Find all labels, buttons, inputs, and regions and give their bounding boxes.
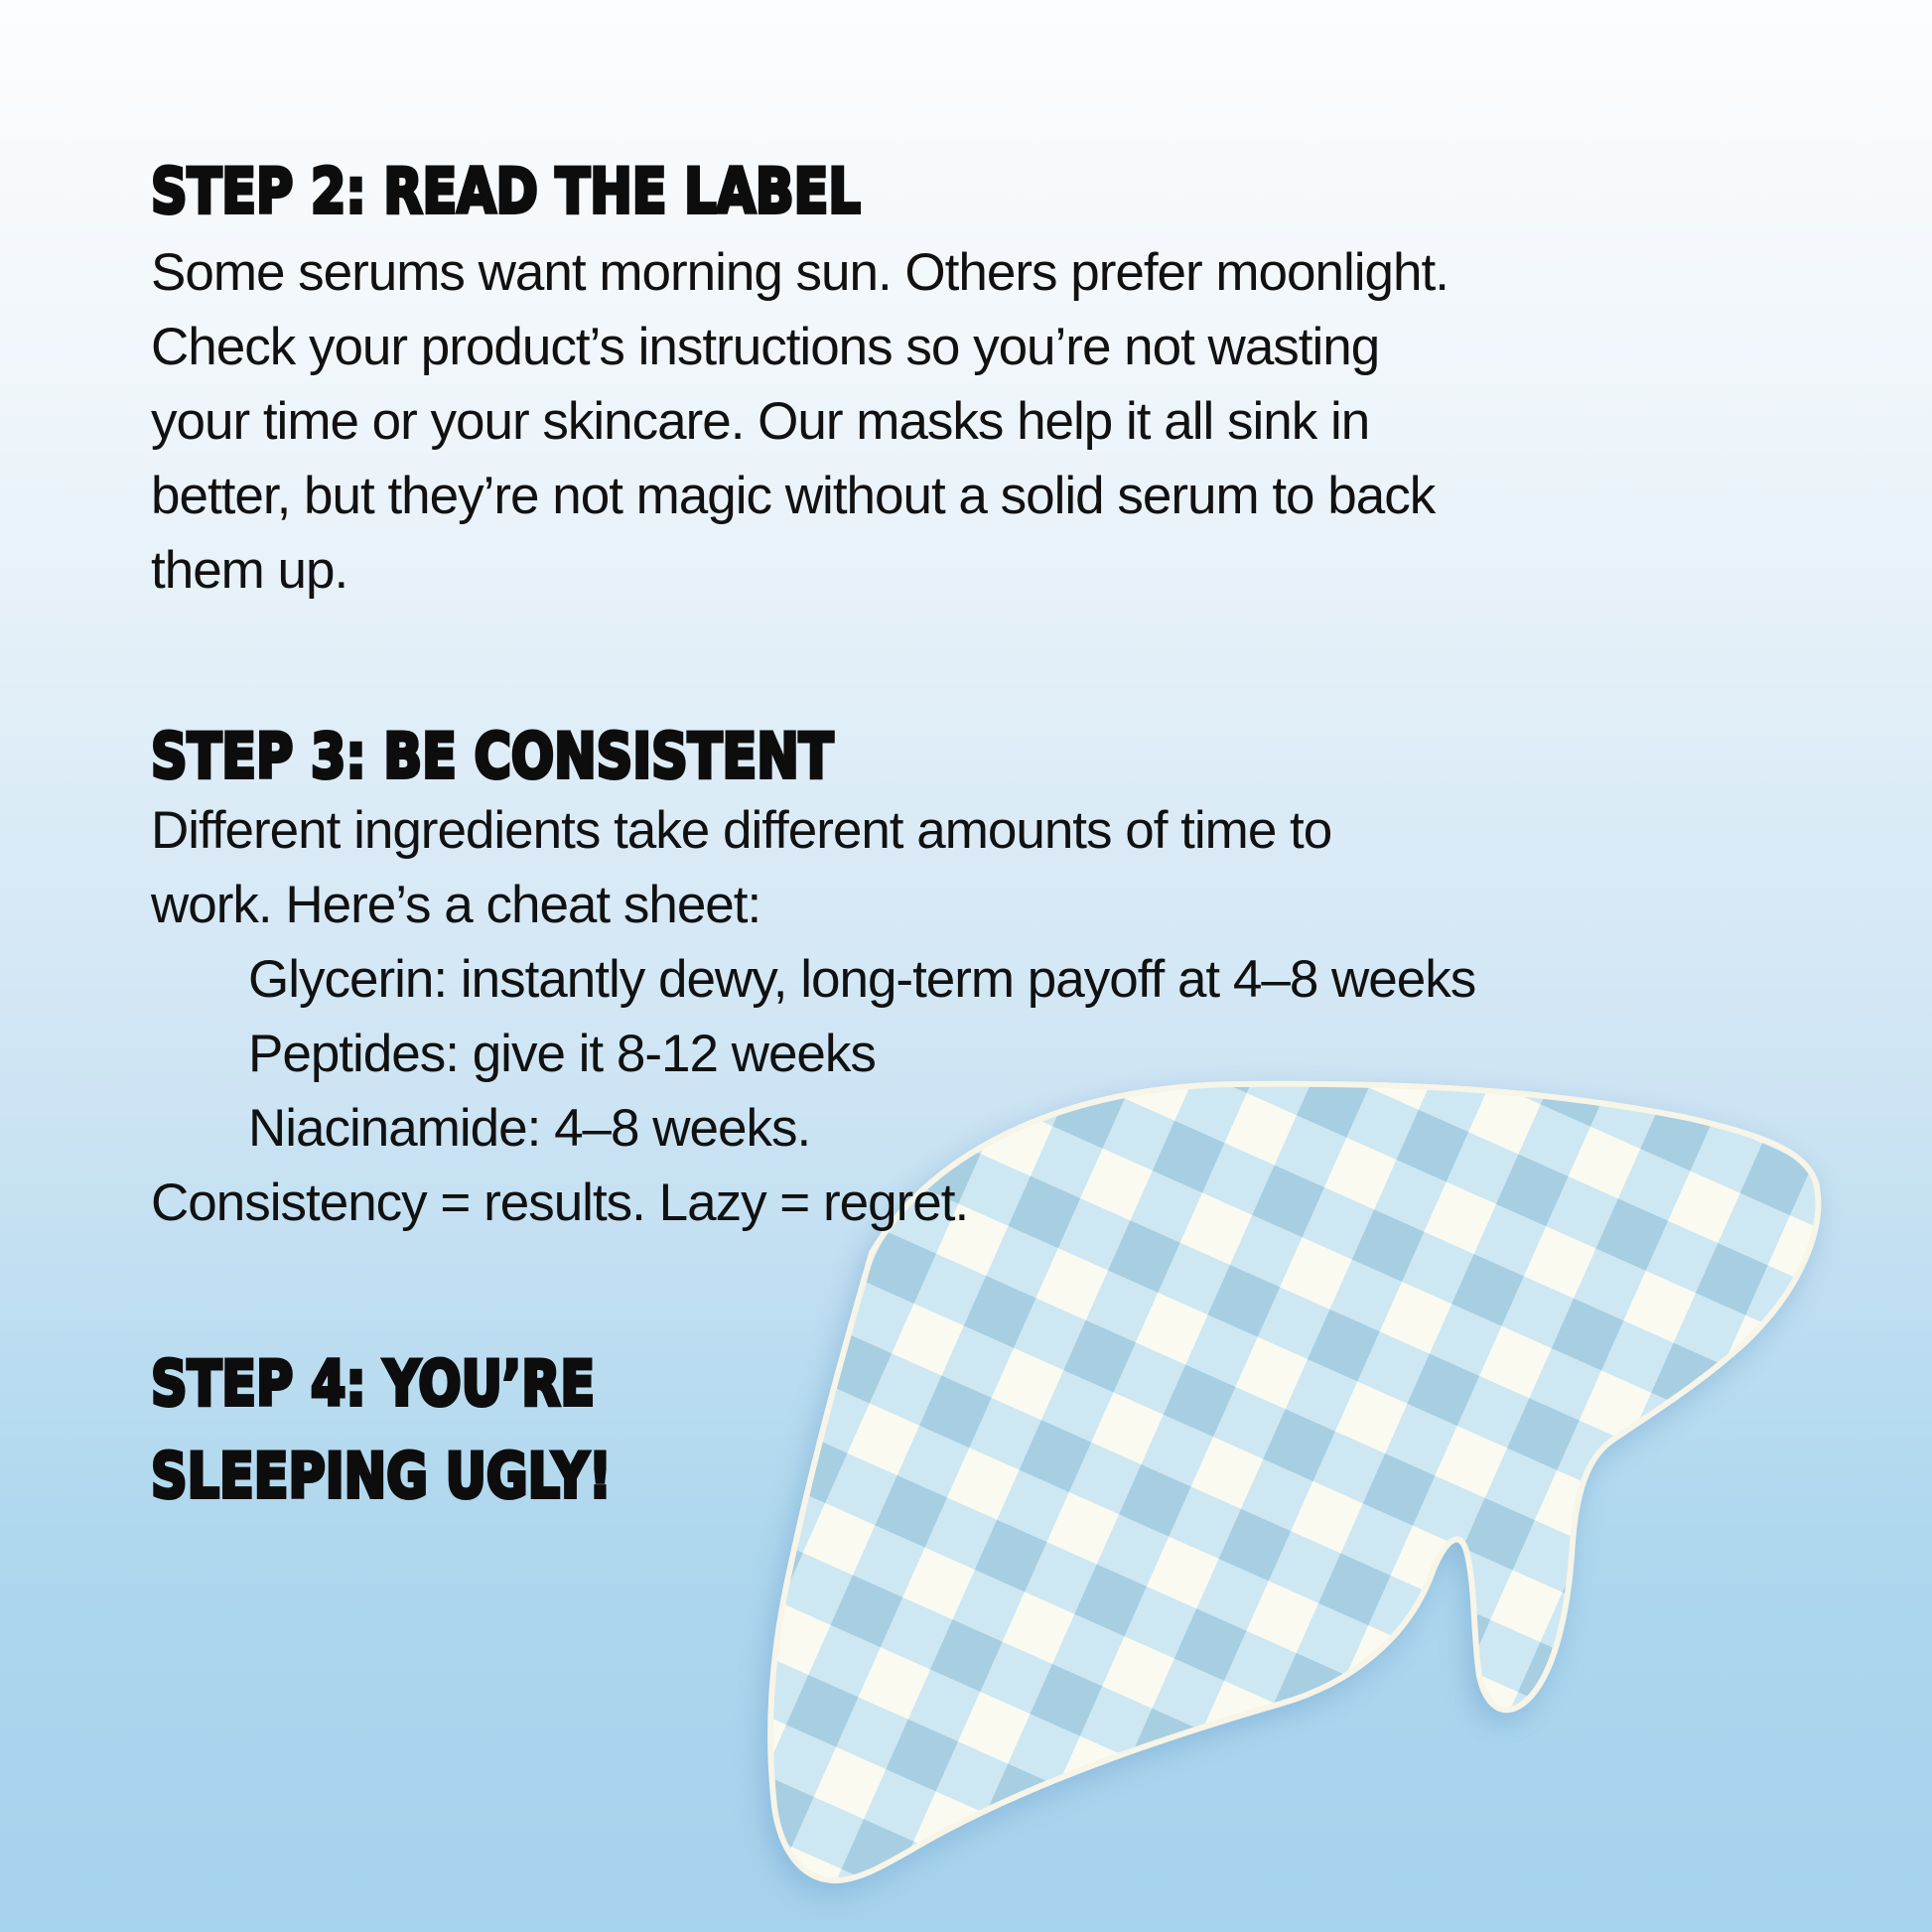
- step3-bullet-niacinamide: Niacinamide: 4–8 weeks.: [248, 1099, 811, 1158]
- step3-bullet-peptides: Peptides: give it 8-12 weeks: [248, 1025, 876, 1083]
- step3-bullet-glycerin: Glycerin: instantly dewy, long-term payoff at 4–8 weeks: [248, 950, 1476, 1009]
- step4-heading: [151, 1337, 612, 1522]
- step2-body-line-4: better, but they’re not magic without a solid serum to back: [151, 467, 1436, 525]
- step4-heading-line-1: STEP 4: YOU’RE: [151, 1347, 596, 1420]
- step2-heading: [151, 145, 861, 238]
- step2-paragraph: [151, 235, 1449, 608]
- step3-body-line-1: Different ingredients take different amounts of time to: [151, 801, 1332, 860]
- step2-body-line-1: Some serums want morning sun. Others prefer moonlight.: [151, 243, 1449, 302]
- step3-body-line-2: work. Here’s a cheat sheet:: [151, 876, 761, 934]
- step3-closing-line: Consistency = results. Lazy = regret.: [151, 1173, 969, 1232]
- step3-paragraph: [151, 793, 1475, 1240]
- step3-heading: [151, 710, 833, 803]
- step4-heading-line-2: SLEEPING UGLY!: [151, 1440, 613, 1512]
- step2-heading-text: STEP 2: READ THE LABEL: [151, 155, 861, 227]
- step2-body-line-5: them up.: [151, 541, 348, 600]
- step3-heading-text: STEP 3: BE CONSISTENT: [151, 720, 834, 792]
- step2-body-line-2: Check your product’s instructions so you’re not wasting: [151, 318, 1380, 376]
- step2-body-line-3: your time or your skincare. Our masks help it all sink in: [151, 392, 1370, 451]
